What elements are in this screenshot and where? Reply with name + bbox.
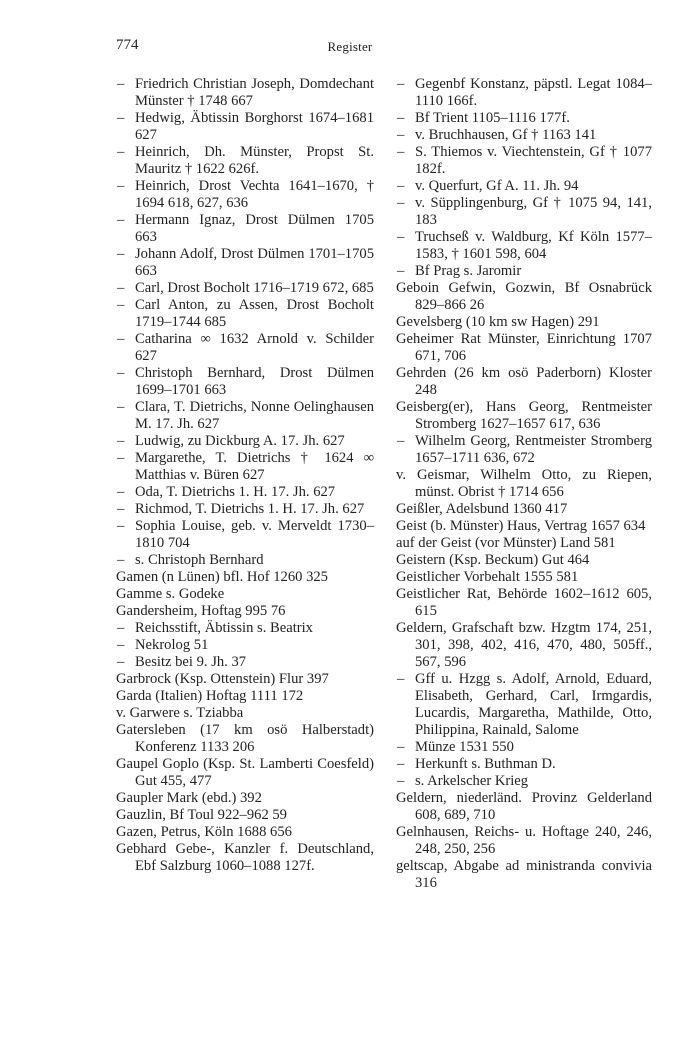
index-entry: – Catharina ∞ 1632 Arnold v. Schilder 627 <box>116 331 374 365</box>
index-entry: Garda (Italien) Hoftag 1111 172 <box>116 688 304 704</box>
index-entry: Geldern, Grafschaft bzw. Hzgtm 174, 251, 301, 398, 402, 416, 470, 480, 505ff., 567, 596 <box>396 620 652 670</box>
index-entry: – Clara, T. Dietrichs, Nonne Oelinghausen M. 17. Jh. 627 <box>116 399 374 433</box>
index-entry: v. Garwere s. Tziabba <box>116 705 244 721</box>
index-entry: – Johann Adolf, Drost Dülmen 1701–1705 663 <box>116 246 374 280</box>
index-entry: – Richmod, T. Dietrichs 1. H. 17. Jh. 627 <box>116 501 374 518</box>
index-entry: – Friedrich Christian Joseph, Domdechant Münster † 1748 667 <box>116 76 374 110</box>
index-entry: Gevelsberg (10 km sw Hagen) 291 <box>396 314 600 330</box>
index-entry: – Hedwig, Äbtissin Borghorst 1674–1681 627 <box>116 110 374 144</box>
index-entry: Gauzlin, Bf Toul 922–962 59 <box>116 807 287 823</box>
index-entry: – Hermann Ignaz, Drost Dülmen 1705 663 <box>116 212 374 246</box>
index-entry: – s. Christoph Bernhard <box>116 552 374 569</box>
index-entry: – Besitz bei 9. Jh. 37 <box>116 654 374 671</box>
index-entry: – Truchseß v. Waldburg, Kf Köln 1577–1583, † 1601 598, 604 <box>396 229 652 263</box>
index-entry: Geißler, Adelsbund 1360 417 <box>396 501 568 517</box>
index-entry: – Carl Anton, zu Assen, Drost Bocholt 1719–1744 685 <box>116 297 374 331</box>
index-entry: – S. Thiemos v. Viechtenstein, Gf † 1077 182f. <box>396 144 652 178</box>
index-entry: – Münze 1531 550 <box>396 739 652 756</box>
index-entry: – Sophia Louise, geb. v. Merveldt 1730–1810 704 <box>116 518 374 552</box>
index-entry: Geldern, niederländ. Provinz Gelderland 608, 689, 710 <box>396 790 652 823</box>
index-entry: – v. Bruchhausen, Gf † 1163 141 <box>396 127 652 144</box>
index-entry: – Bf Trient 1105–1116 177f. <box>396 110 652 127</box>
index-entry: Geisberg(er), Hans Georg, Rentmeister Stromberg 1627–1657 617, 636 <box>396 399 652 432</box>
index-entry: Geist (b. Münster) Haus, Vertrag 1657 634 <box>396 518 646 534</box>
index-entry: – Christoph Bernhard, Drost Dülmen 1699–1701 663 <box>116 365 374 399</box>
index-entry: Geistern (Ksp. Beckum) Gut 464 <box>396 552 590 568</box>
index-entry: – Wilhelm Georg, Rentmeister Stromberg 1657–1711 636, 672 <box>396 433 652 467</box>
index-entry: – s. Arkelscher Krieg <box>396 773 652 790</box>
index-entry: – Nekrolog 51 <box>116 637 374 654</box>
index-entry: Geistlicher Rat, Behörde 1602–1612 605, 615 <box>396 586 652 619</box>
index-entry: Garbrock (Ksp. Ottenstein) Flur 397 <box>116 671 329 687</box>
index-entry: Geboin Gefwin, Gozwin, Bf Osnabrück 829–866 26 <box>396 280 652 313</box>
index-entry: – Heinrich, Dh. Münster, Propst St. Mauritz † 1622 626f. <box>116 144 374 178</box>
index-entry: – Gff u. Hzgg s. Adolf, Arnold, Eduard, Elisabeth, Gerhard, Carl, Irmgardis, Lucardis, Margaretha, Mathilde, Otto, Philippina, Rainald, Salome <box>396 671 652 739</box>
index-entry: – Ludwig, zu Dickburg A. 17. Jh. 627 <box>116 433 374 450</box>
index-entry: Geheimer Rat Münster, Einrichtung 1707 671, 706 <box>396 331 652 364</box>
index-entry: – Gegenbf Konstanz, päpstl. Legat 1084–1110 166f. <box>396 76 652 110</box>
index-entry: – Heinrich, Drost Vechta 1641–1670, † 1694 618, 627, 636 <box>116 178 374 212</box>
index-entry: Geistlicher Vorbehalt 1555 581 <box>396 569 579 585</box>
index-entry: – Herkunft s. Buthman D. <box>396 756 652 773</box>
index-entry: – Reichsstift, Äbtissin s. Beatrix <box>116 620 374 637</box>
index-column-left <box>116 76 374 875</box>
index-entry: Gaupler Mark (ebd.) 392 <box>116 790 262 806</box>
index-entry: – v. Querfurt, Gf A. 11. Jh. 94 <box>396 178 652 195</box>
index-entry: Gelnhausen, Reichs- u. Hoftage 240, 246, 248, 250, 256 <box>396 824 652 857</box>
index-entry: Gazen, Petrus, Köln 1688 656 <box>116 824 292 840</box>
index-entry: Gamme s. Godeke <box>116 586 225 602</box>
index-entry: – Carl, Drost Bocholt 1716–1719 672, 685 <box>116 280 374 297</box>
index-entry: Gandersheim, Hoftag 995 76 <box>116 603 286 619</box>
index-entry: geltscap, Abgabe ad ministranda convivia 316 <box>396 858 652 891</box>
index-entry: v. Geismar, Wilhelm Otto, zu Riepen, münst. Obrist † 1714 656 <box>396 467 652 500</box>
index-entry: – v. Süpplingenburg, Gf † 1075 94, 141, 183 <box>396 195 652 229</box>
index-entry: – Oda, T. Dietrichs 1. H. 17. Jh. 627 <box>116 484 374 501</box>
index-entry: Gaupel Goplo (Ksp. St. Lamberti Coesfeld) Gut 455, 477 <box>116 756 374 789</box>
index-entry: Gatersleben (17 km osö Halberstadt) Konferenz 1133 206 <box>116 722 374 755</box>
index-entry: Gebhard Gebe-, Kanzler f. Deutschland, Ebf Salzburg 1060–1088 127f. <box>116 841 374 874</box>
index-entry: – Bf Prag s. Jaromir <box>396 263 652 280</box>
running-head: Register <box>327 39 373 54</box>
index-column-right <box>396 76 652 892</box>
index-entry: – Margarethe, T. Dietrichs † 1624 ∞ Matthias v. Büren 627 <box>116 450 374 484</box>
page-number: 774 <box>116 37 139 53</box>
index-entry: Gehrden (26 km osö Paderborn) Kloster 248 <box>396 365 652 398</box>
index-entry: auf der Geist (vor Münster) Land 581 <box>396 535 616 551</box>
index-entry: Gamen (n Lünen) bfl. Hof 1260 325 <box>116 569 328 585</box>
